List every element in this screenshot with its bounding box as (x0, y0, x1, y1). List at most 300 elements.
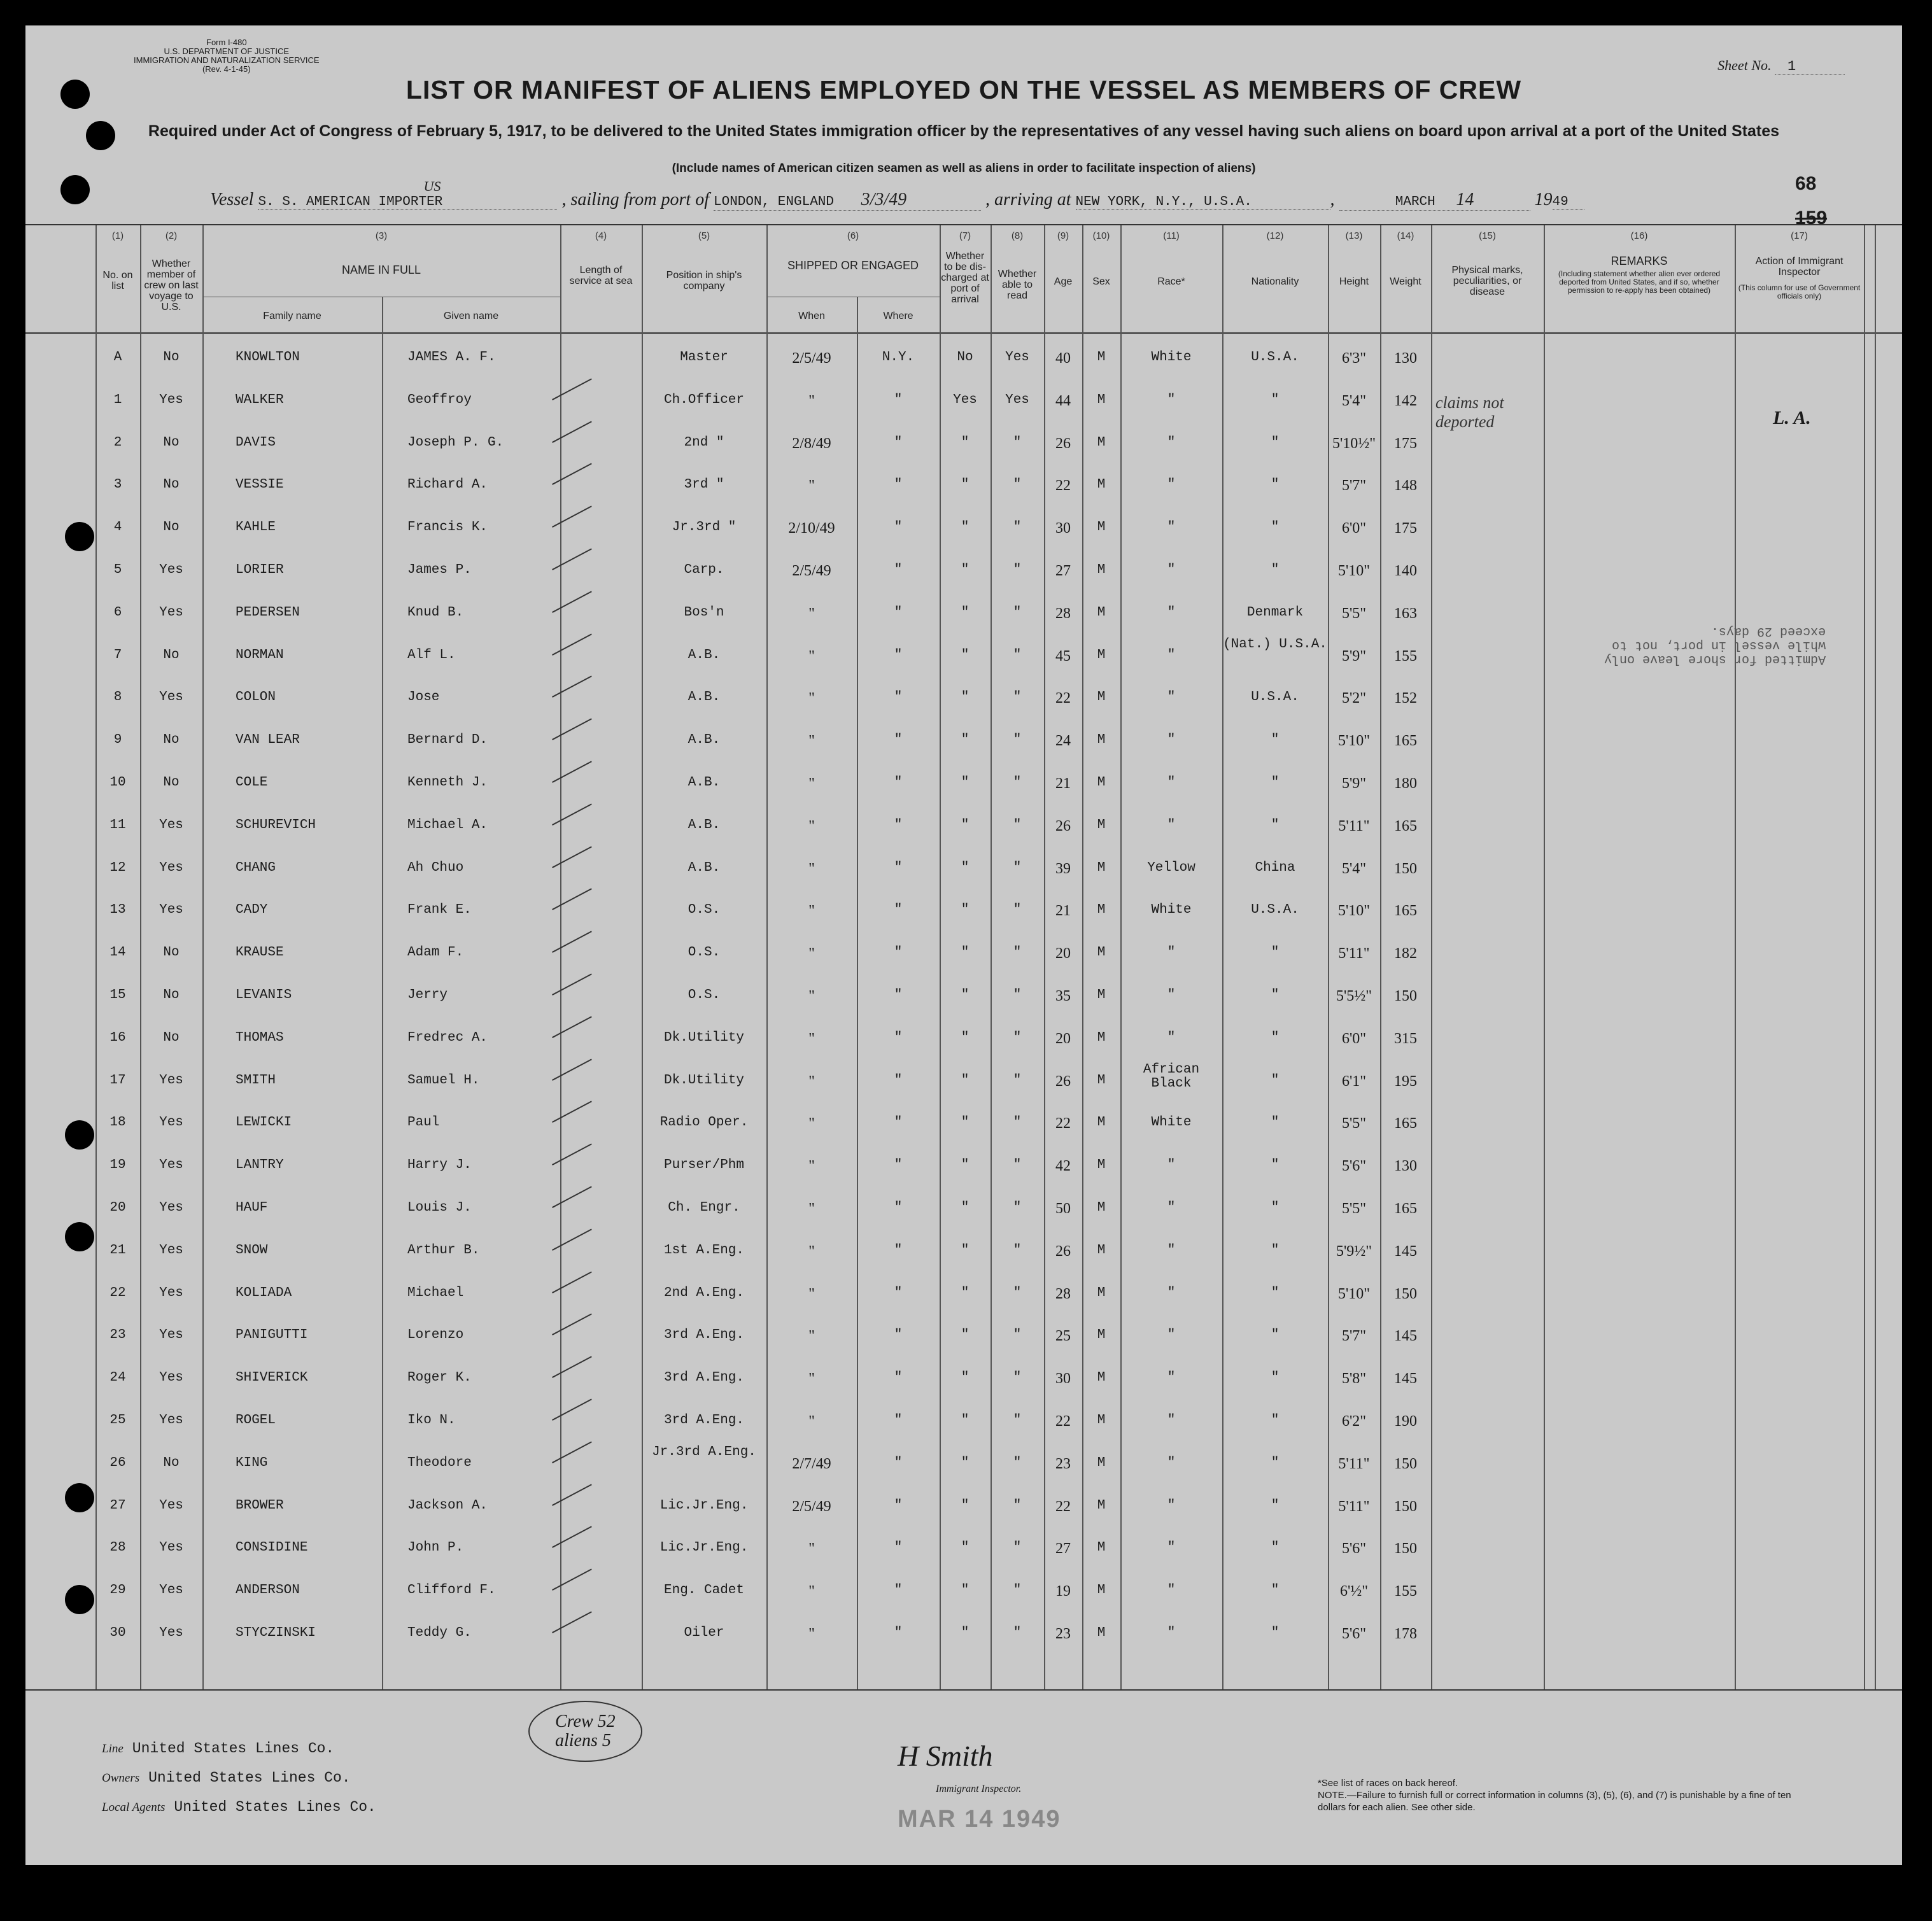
cell-height: 5'7" (1341, 1328, 1367, 1345)
cell-disch: " (961, 775, 970, 790)
table-row (25, 551, 1902, 593)
check-mark-icon (552, 1569, 600, 1607)
cell-family: SMITH (236, 1073, 276, 1088)
cell-height: 5'5" (1341, 1115, 1367, 1132)
cell-sex: M (1097, 690, 1106, 705)
cell-pos: 1st A.Eng. (663, 1242, 745, 1258)
column-number: (7) (959, 230, 971, 241)
cell-last: Yes (159, 1370, 183, 1386)
column-number: (6) (847, 230, 859, 241)
aliens-count: aliens 5 (555, 1731, 611, 1750)
cell-when: 2/10/49 (788, 520, 835, 537)
cell-given: Alf L. (407, 647, 456, 663)
cell-pos: 2nd A.Eng. (663, 1285, 745, 1300)
cell-height: 5'5" (1341, 605, 1367, 622)
column-number: (10) (1092, 230, 1110, 241)
cell-given: Michael (407, 1285, 464, 1300)
cell-disch: " (961, 1073, 970, 1088)
cell-race: " (1167, 647, 1176, 663)
cell-no: 22 (109, 1285, 126, 1300)
cell-where: " (894, 605, 903, 620)
cell-last: Yes (159, 1115, 183, 1130)
cell-read: " (1013, 1626, 1022, 1640)
cell-where: " (894, 477, 903, 493)
cell-no: 15 (109, 988, 126, 1003)
cell-age: 30 (1055, 520, 1071, 537)
column-number: (1) (111, 230, 124, 241)
cell-sex: M (1097, 1285, 1106, 1300)
cell-sex: M (1097, 945, 1106, 960)
header-remarks-note: (Including statement whether alien ever ordered deported from United States, and if so, whether permission to re-apply has been obtained) (1558, 269, 1721, 295)
cell-when: " (808, 988, 815, 1004)
owners-field (102, 1770, 351, 1786)
check-mark-icon (552, 591, 600, 628)
cell-weight: 190 (1394, 1413, 1417, 1430)
cell-sex: M (1097, 1242, 1106, 1258)
cell-disch: " (961, 690, 970, 705)
check-mark-icon (552, 1016, 600, 1053)
table-row (25, 466, 1902, 508)
cell-nat: " (1271, 817, 1280, 833)
cell-nat: U.S.A. (1251, 350, 1299, 365)
cell-where: " (894, 1200, 903, 1215)
check-mark-icon (552, 548, 600, 586)
column-number: (11) (1163, 230, 1180, 241)
arriving-value: NEW YORK, N.Y., U.S.A. (1076, 195, 1330, 210)
check-mark-icon (552, 803, 600, 841)
header-bottom (25, 332, 1902, 334)
cell-age: 20 (1055, 1030, 1071, 1047)
column-number: (14) (1397, 230, 1414, 241)
line-label: Line (102, 1742, 123, 1756)
column-number: (5) (698, 230, 710, 241)
cell-pos: Carp. (684, 563, 724, 577)
crew-count-note (528, 1701, 642, 1762)
port-label: , sailing from port of (561, 190, 709, 209)
cell-family: CHANG (236, 860, 276, 875)
header-position: Position in ship's company (666, 270, 742, 292)
cell-height: 6'2" (1341, 1413, 1367, 1430)
cell-no: 5 (113, 563, 122, 577)
check-mark-icon (552, 378, 600, 416)
cell-last: Yes (159, 1285, 183, 1300)
form-id-line: (Rev. 4-1-45) (202, 64, 251, 74)
check-mark-icon (552, 889, 600, 926)
cell-race: " (1167, 435, 1176, 450)
cell-given: Jackson A. (407, 1498, 488, 1513)
cell-last: Yes (159, 1158, 183, 1173)
arrival-day: 14 (1456, 190, 1474, 209)
cell-given: Frank E. (407, 903, 472, 918)
cell-disch: " (961, 1583, 970, 1598)
cell-disch: " (961, 647, 970, 663)
cell-height: 5'10½" (1332, 435, 1376, 452)
cell-nat: " (1271, 1030, 1280, 1045)
cell-when: " (808, 903, 815, 920)
table-row (25, 1402, 1902, 1444)
cell-no: 11 (109, 817, 126, 833)
cell-where: " (894, 435, 903, 450)
cell-no: 14 (109, 945, 126, 960)
cell-height: 5'5½" (1336, 988, 1372, 1004)
check-mark-icon (552, 1271, 600, 1309)
cell-nat: Denmark (1246, 605, 1304, 620)
cell-disch: " (961, 477, 970, 493)
handwritten-number: 68 (1795, 173, 1817, 194)
agents-field (102, 1799, 376, 1815)
cell-no: 23 (109, 1328, 126, 1343)
cell-height: 5'9" (1341, 775, 1367, 792)
check-mark-icon (552, 1356, 600, 1394)
cell-read: " (1013, 1285, 1022, 1300)
cell-when: " (808, 1242, 815, 1260)
footnote (1318, 1777, 1802, 1813)
cell-weight: 145 (1394, 1370, 1417, 1388)
cell-when: 2/5/49 (792, 350, 831, 367)
cell-age: 44 (1055, 392, 1071, 409)
port-value (714, 190, 981, 211)
cell-family: VESSIE (236, 477, 284, 493)
header-action-note: (This column for use of Government officials only) (1738, 283, 1861, 300)
cell-race: " (1167, 988, 1176, 1003)
cell-height: 5'11" (1338, 1455, 1370, 1472)
cell-height: 5'10" (1337, 563, 1371, 579)
cell-disch: " (961, 520, 970, 535)
year-prefix: 19 (1534, 190, 1553, 209)
cell-height: 5'11" (1338, 945, 1370, 962)
cell-family: VAN LEAR (236, 733, 300, 748)
cell-no: 7 (113, 647, 122, 663)
cell-pos: O.S. (687, 903, 721, 918)
cell-where: N.Y. (882, 350, 915, 365)
cell-where: " (894, 392, 903, 407)
cell-family: SCHUREVICH (236, 817, 316, 833)
check-mark-icon (552, 1526, 600, 1564)
table-row (25, 891, 1902, 933)
cell-when: " (808, 1328, 815, 1345)
cell-no: 30 (109, 1626, 126, 1640)
cell-where: " (894, 563, 903, 577)
cell-when: " (808, 1370, 815, 1388)
cell-last: No (163, 520, 180, 535)
cell-when: " (808, 1030, 815, 1047)
cell-nat: " (1271, 1158, 1280, 1173)
cell-when: " (808, 1115, 815, 1132)
page-title: LIST OR MANIFEST OF ALIENS EMPLOYED ON THE VESSEL AS MEMBERS OF CREW (405, 75, 1522, 104)
cell-height: 5'7" (1341, 477, 1367, 495)
cell-family: CONSIDINE (236, 1540, 308, 1556)
cell-read: " (1013, 477, 1022, 493)
cell-no: 24 (109, 1370, 126, 1386)
check-mark-icon (552, 761, 600, 798)
table-row (25, 1146, 1902, 1188)
cell-weight: 175 (1394, 520, 1417, 537)
cell-no: 26 (109, 1455, 126, 1470)
cell-disch: " (961, 563, 970, 577)
header-action: Action of Immigrant Inspector (1755, 256, 1844, 278)
cell-read: Yes (1005, 392, 1029, 407)
form-id-line: U.S. DEPARTMENT OF JUSTICE (164, 46, 290, 56)
cell-pos: A.B. (687, 817, 721, 833)
cell-when: " (808, 775, 815, 792)
cell-weight: 152 (1394, 690, 1417, 707)
cell-race: " (1167, 605, 1176, 620)
cell-age: 26 (1055, 1242, 1071, 1260)
cell-given: Michael A. (407, 817, 488, 833)
cell-where: " (894, 1030, 903, 1045)
cell-sex: M (1097, 605, 1106, 620)
cell-disch: " (961, 1115, 970, 1130)
cell-age: 40 (1055, 350, 1071, 367)
cell-no: 8 (113, 690, 122, 705)
cell-age: 30 (1055, 1370, 1071, 1388)
cell-last: No (163, 647, 180, 663)
check-mark-icon (552, 421, 600, 458)
cell-nat: " (1271, 477, 1280, 493)
check-mark-icon (552, 463, 600, 501)
table-row (25, 1232, 1902, 1274)
table-row (25, 1316, 1902, 1358)
cell-where: " (894, 1285, 903, 1300)
cell-nat: " (1271, 1285, 1280, 1300)
cell-when: " (808, 1073, 815, 1090)
cell-family: PEDERSEN (236, 605, 300, 620)
cell-sex: M (1097, 1073, 1106, 1088)
cell-last: Yes (159, 1328, 183, 1343)
cell-sex: M (1097, 647, 1106, 663)
cell-race: White (1151, 903, 1192, 918)
cell-read: " (1013, 1115, 1022, 1130)
check-mark-icon (552, 719, 600, 756)
cell-weight: 148 (1394, 477, 1417, 495)
table-row (25, 1572, 1902, 1614)
header-weight: Weight (1390, 276, 1421, 287)
form-id-line: Form I-480 (206, 38, 247, 47)
header-name-in-full: NAME IN FULL (341, 264, 421, 276)
cell-family: LANTRY (236, 1158, 284, 1173)
cell-disch: " (961, 860, 970, 875)
check-mark-icon (552, 1441, 600, 1479)
cell-disch: " (961, 1200, 970, 1215)
cell-given: Kenneth J. (407, 775, 488, 790)
cell-nat: (Nat.) U.S.A. (1223, 637, 1327, 652)
table-row (25, 339, 1902, 381)
check-mark-icon (552, 633, 600, 671)
cell-nat: U.S.A. (1251, 690, 1299, 705)
cell-read: " (1013, 775, 1022, 790)
cell-read: " (1013, 1583, 1022, 1598)
cell-family: ROGEL (236, 1413, 276, 1428)
check-mark-icon (552, 506, 600, 544)
cell-age: 20 (1055, 945, 1071, 962)
table-row (25, 1189, 1902, 1231)
cell-pos: Lic.Jr.Eng. (659, 1498, 749, 1513)
cell-pos: Jr.3rd A.Eng. (652, 1444, 756, 1460)
cell-no: 20 (109, 1200, 126, 1215)
cell-where: " (894, 690, 903, 705)
cell-last: Yes (159, 903, 183, 918)
cell-family: BROWER (236, 1498, 284, 1513)
cell-when: " (808, 392, 815, 409)
vessel-annotation: US (423, 178, 441, 194)
cell-age: 25 (1055, 1328, 1071, 1345)
cell-given: Iko N. (407, 1413, 456, 1428)
check-mark-icon (552, 1398, 600, 1436)
cell-weight: 155 (1394, 1583, 1417, 1600)
cell-nat: " (1271, 733, 1280, 748)
cell-family: KAHLE (236, 520, 276, 535)
header-no: No. on list (102, 270, 133, 292)
cell-nat: U.S.A. (1251, 903, 1299, 918)
cell-when: " (808, 1285, 815, 1302)
sheet-value: 1 (1775, 59, 1845, 75)
cell-nat: " (1271, 1073, 1280, 1088)
header-discharged: Whether to be dis-charged at port of arrival (941, 251, 989, 305)
cell-race: " (1167, 1498, 1176, 1513)
cell-race: " (1167, 477, 1176, 493)
cell-when: " (808, 1583, 815, 1600)
header-last-voyage: Whether member of crew on last voyage to U.S. (144, 258, 199, 313)
cell-disch: " (961, 903, 970, 918)
cell-disch: " (961, 1285, 970, 1300)
cell-last: No (163, 733, 180, 748)
cell-where: " (894, 903, 903, 918)
vessel-value (258, 178, 557, 210)
cell-age: 23 (1055, 1455, 1071, 1472)
check-mark-icon (552, 1186, 600, 1223)
cell-where: " (894, 775, 903, 790)
cell-no: 2 (113, 435, 122, 450)
sheet-label: Sheet No. (1717, 57, 1772, 73)
cell-pos: Ch. Engr. (668, 1200, 740, 1215)
cell-weight: 150 (1394, 1285, 1417, 1302)
cell-pos: Eng. Cadet (663, 1583, 745, 1598)
cell-sex: M (1097, 1328, 1106, 1343)
cell-family: CADY (236, 903, 268, 918)
inspector-signature: H Smith (898, 1740, 993, 1772)
cell-last: Yes (159, 1540, 183, 1556)
cell-disch: " (961, 1413, 970, 1428)
cell-nat: " (1271, 563, 1280, 577)
cell-last: Yes (159, 1498, 183, 1513)
check-mark-icon (552, 1059, 600, 1096)
vessel-label: Vessel (210, 190, 254, 209)
cell-last: Yes (159, 1200, 183, 1215)
cell-family: KOLIADA (236, 1285, 292, 1300)
cell-sex: M (1097, 392, 1106, 407)
signature-label: Immigrant Inspector. (936, 1784, 1022, 1794)
cell-family: LEWICKI (236, 1115, 292, 1130)
column-number: (9) (1057, 230, 1069, 241)
cell-weight: 145 (1394, 1328, 1417, 1345)
cell-height: 6'0" (1341, 520, 1367, 537)
cell-when: " (808, 1626, 815, 1642)
column-number: (13) (1345, 230, 1363, 241)
cell-age: 50 (1055, 1200, 1071, 1217)
cell-weight: 142 (1394, 392, 1417, 409)
cell-pos: 3rd A.Eng. (663, 1328, 745, 1343)
cell-disch: " (961, 1242, 970, 1258)
cell-age: 21 (1055, 903, 1071, 920)
check-mark-icon (552, 846, 600, 883)
table-row (25, 976, 1902, 1018)
cell-nat: " (1271, 945, 1280, 960)
cell-pos: Bos'n (684, 605, 724, 620)
cell-age: 28 (1055, 1285, 1071, 1302)
table-row (25, 1529, 1902, 1571)
cell-family: NORMAN (236, 647, 284, 663)
cell-height: 6'0" (1341, 1030, 1367, 1047)
table-row (25, 424, 1902, 466)
column-number: (16) (1630, 230, 1648, 241)
cell-read: " (1013, 1540, 1022, 1556)
cell-race: White (1151, 350, 1192, 365)
header-family-name: Family name (263, 311, 321, 321)
cell-read: " (1013, 690, 1022, 705)
cell-age: 22 (1055, 1413, 1071, 1430)
cell-when: " (808, 1200, 815, 1217)
cell-where: " (894, 1073, 903, 1088)
cell-nat: " (1271, 1200, 1280, 1215)
cell-last: Yes (159, 1626, 183, 1640)
cell-last: Yes (159, 690, 183, 705)
mirrored-remark: Admitted for shore leave only while vessel in port, not to exceed 29 days. (1604, 624, 1826, 666)
cell-when: " (808, 1540, 815, 1558)
header-height: Height (1339, 276, 1369, 287)
cell-race: African Black (1143, 1062, 1200, 1091)
cell-given: Jerry (407, 988, 448, 1003)
cell-sex: M (1097, 563, 1106, 577)
cell-race: " (1167, 1200, 1176, 1215)
cell-no: 9 (113, 733, 122, 748)
cell-weight: 315 (1394, 1030, 1417, 1047)
cell-where: " (894, 1626, 903, 1640)
cell-age: 27 (1055, 1540, 1071, 1558)
cell-read: " (1013, 435, 1022, 450)
cell-nat: " (1271, 392, 1280, 407)
cell-given: Fredrec A. (407, 1030, 488, 1045)
cell-last: No (163, 988, 180, 1003)
column-number: (4) (595, 230, 607, 241)
cell-nat: " (1271, 988, 1280, 1003)
voyage-line: Vessel S. S. AMERICAN IMPORTER US , sailing from port of LONDON, ENGLAND 3/3/49 , arriving at NEW YORK, N.Y., U.S.A. , MARCH 14 1949 (210, 190, 1584, 211)
cell-nat: China (1255, 860, 1295, 875)
cell-race: " (1167, 1413, 1176, 1428)
cell-sex: M (1097, 903, 1106, 918)
cell-sex: M (1097, 1030, 1106, 1045)
cell-given: Knud B. (407, 605, 464, 620)
cell-no: 28 (109, 1540, 126, 1556)
cell-weight: 175 (1394, 435, 1417, 452)
column-number: (15) (1479, 230, 1496, 241)
cell-where: " (894, 860, 903, 875)
table-row (25, 1104, 1902, 1146)
cell-no: 29 (109, 1583, 126, 1598)
cell-disch: " (961, 1030, 970, 1045)
cell-where: " (894, 520, 903, 535)
cell-race: " (1167, 1583, 1176, 1598)
column-number: (2) (165, 230, 178, 241)
check-mark-icon (552, 1611, 600, 1649)
cell-family: SNOW (236, 1242, 268, 1258)
cell-race: " (1167, 1242, 1176, 1258)
table-row (25, 1359, 1902, 1401)
physical-remark: claims not deported (1435, 393, 1504, 431)
cell-disch: " (961, 1626, 970, 1640)
cell-read: " (1013, 1370, 1022, 1386)
check-mark-icon (552, 931, 600, 969)
cell-pos: A.B. (687, 647, 721, 663)
